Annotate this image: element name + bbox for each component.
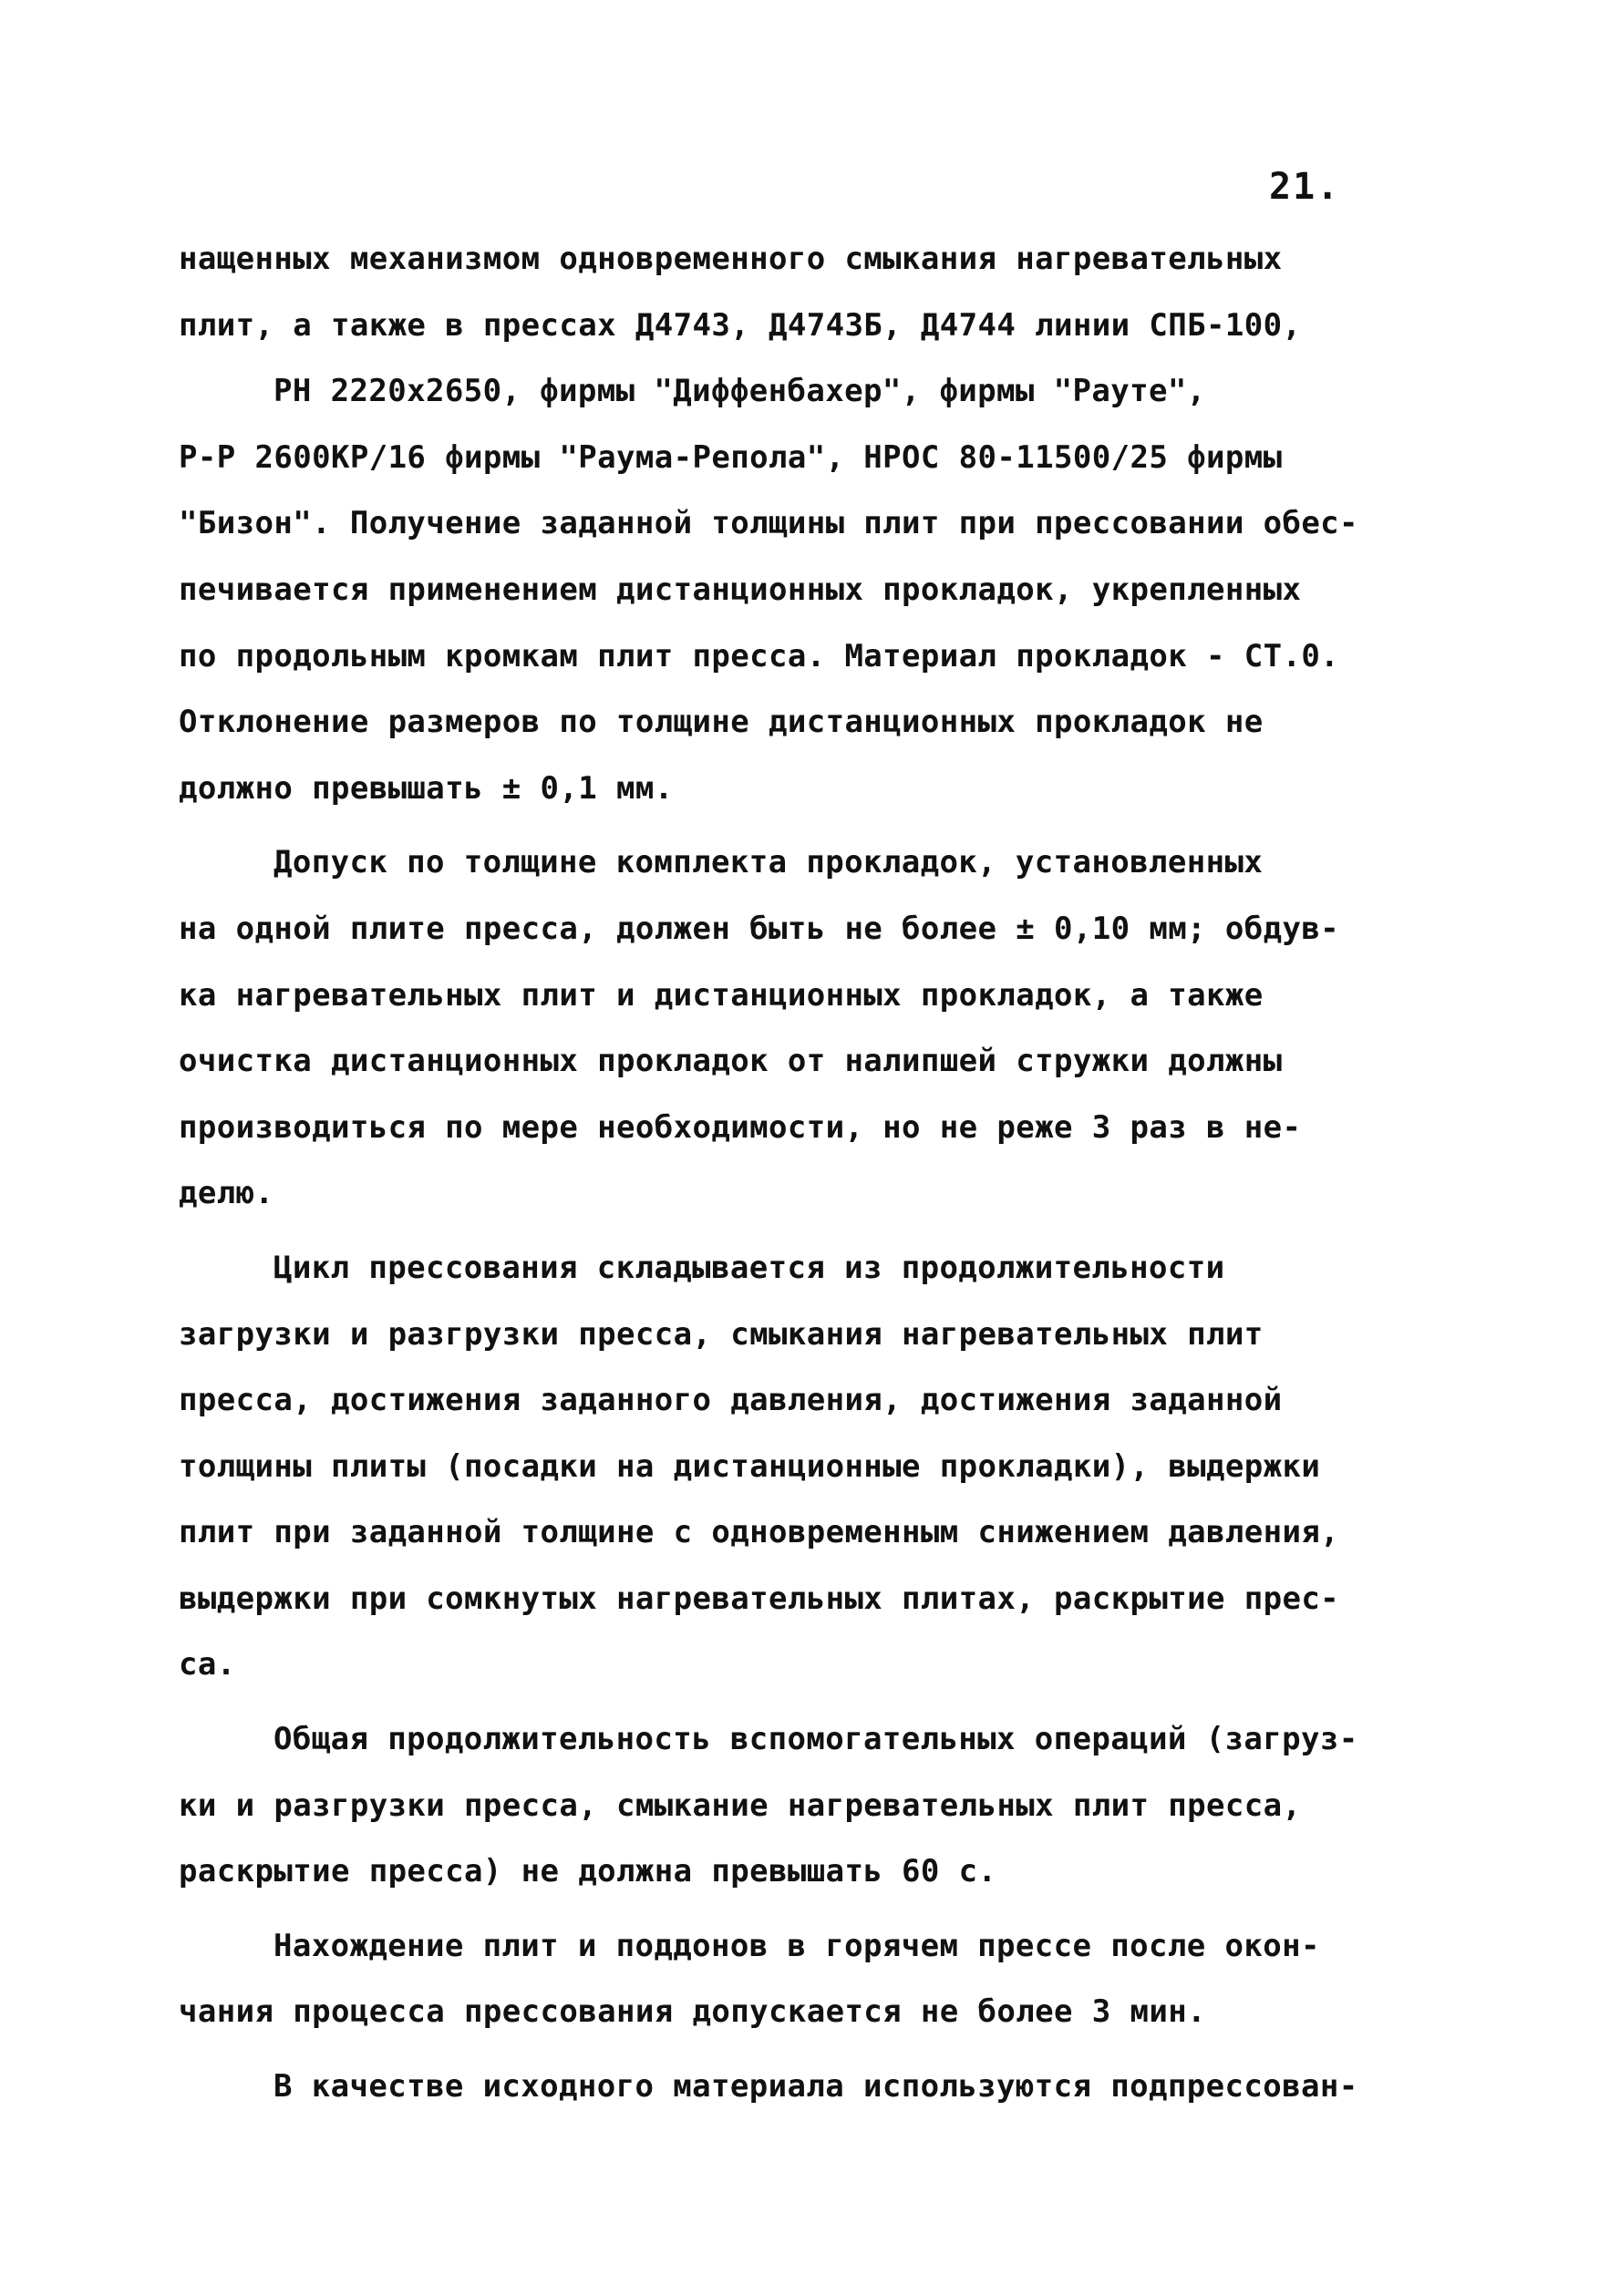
- body-text: [179, 226, 1437, 2120]
- text-line: Нахождение плит и поддонов в горячем прессе после окон-: [273, 1927, 1320, 1964]
- text-line: ка нагревательных плит и дистанционных прокладок, а также: [179, 976, 1264, 1014]
- text-line: должно превышать ± 0,1 мм.: [179, 769, 674, 807]
- page-number: 21.: [1269, 166, 1341, 208]
- text-line: Отклонение размеров по толщине дистанционных прокладок не: [179, 704, 1264, 741]
- text-line: очистка дистанционных прокладок от налипшей стружки должны: [179, 1043, 1283, 1080]
- text-line: са.: [179, 1646, 236, 1683]
- text-line: загрузки и разгрузки пресса, смыкания нагревательных плит: [179, 1315, 1264, 1353]
- text-line: производиться по мере необходимости, но не реже 3 раз в не-: [179, 1108, 1302, 1146]
- text-line: Р-Р 2600КР/16 фирмы "Раума-Репола", НРОС 80-11500/25 фирмы: [179, 438, 1283, 476]
- text-line: делю.: [179, 1175, 274, 1212]
- text-line: Общая продолжительность вспомогательных операций (загруз-: [273, 1721, 1358, 1758]
- text-line: по продольным кромкам плит пресса. Материал прокладок - СТ.0.: [179, 637, 1340, 674]
- text-line: на одной плите пресса, должен быть не более ± 0,10 мм; обдув-: [179, 910, 1340, 947]
- text-line: Цикл прессования складывается из продолжительности: [273, 1249, 1225, 1286]
- text-line: выдержки при сомкнутых нагревательных плитах, раскрытие прес-: [179, 1580, 1340, 1617]
- text-line: нащенных механизмом одновременного смыкания нагревательных: [179, 241, 1283, 277]
- text-line: "Бизон". Получение заданной толщины плит при прессовании обес-: [179, 505, 1358, 542]
- text-line: Допуск по толщине комплекта прокладок, установленных: [273, 844, 1264, 881]
- text-line: РН 2220х2650, фирмы "Диффенбахер", фирмы "Рауте",: [273, 373, 1206, 410]
- text-line: печивается применением дистанционных прокладок, укрепленных: [179, 571, 1302, 608]
- text-line: толщины плиты (посадки на дистанционные прокладки), выдержки: [179, 1447, 1321, 1485]
- text-line: раскрытие пресса) не должна превышать 60 с.: [179, 1853, 997, 1890]
- text-line: пресса, достижения заданного давления, достижения заданной: [179, 1382, 1283, 1419]
- text-line: ки и разгрузки пресса, смыкание нагревательных плит пресса,: [179, 1786, 1302, 1824]
- text-line: плит, а также в прессах Д4743, Д4743Б, Д4744 линии СПБ-100,: [179, 306, 1302, 344]
- text-line: В качестве исходного материала используются подпрессован-: [273, 2068, 1358, 2106]
- text-line: чания процесса прессования допускается не более 3 мин.: [179, 1993, 1206, 2031]
- text-line: плит при заданной толщине с одновременным снижением давления,: [179, 1514, 1340, 1551]
